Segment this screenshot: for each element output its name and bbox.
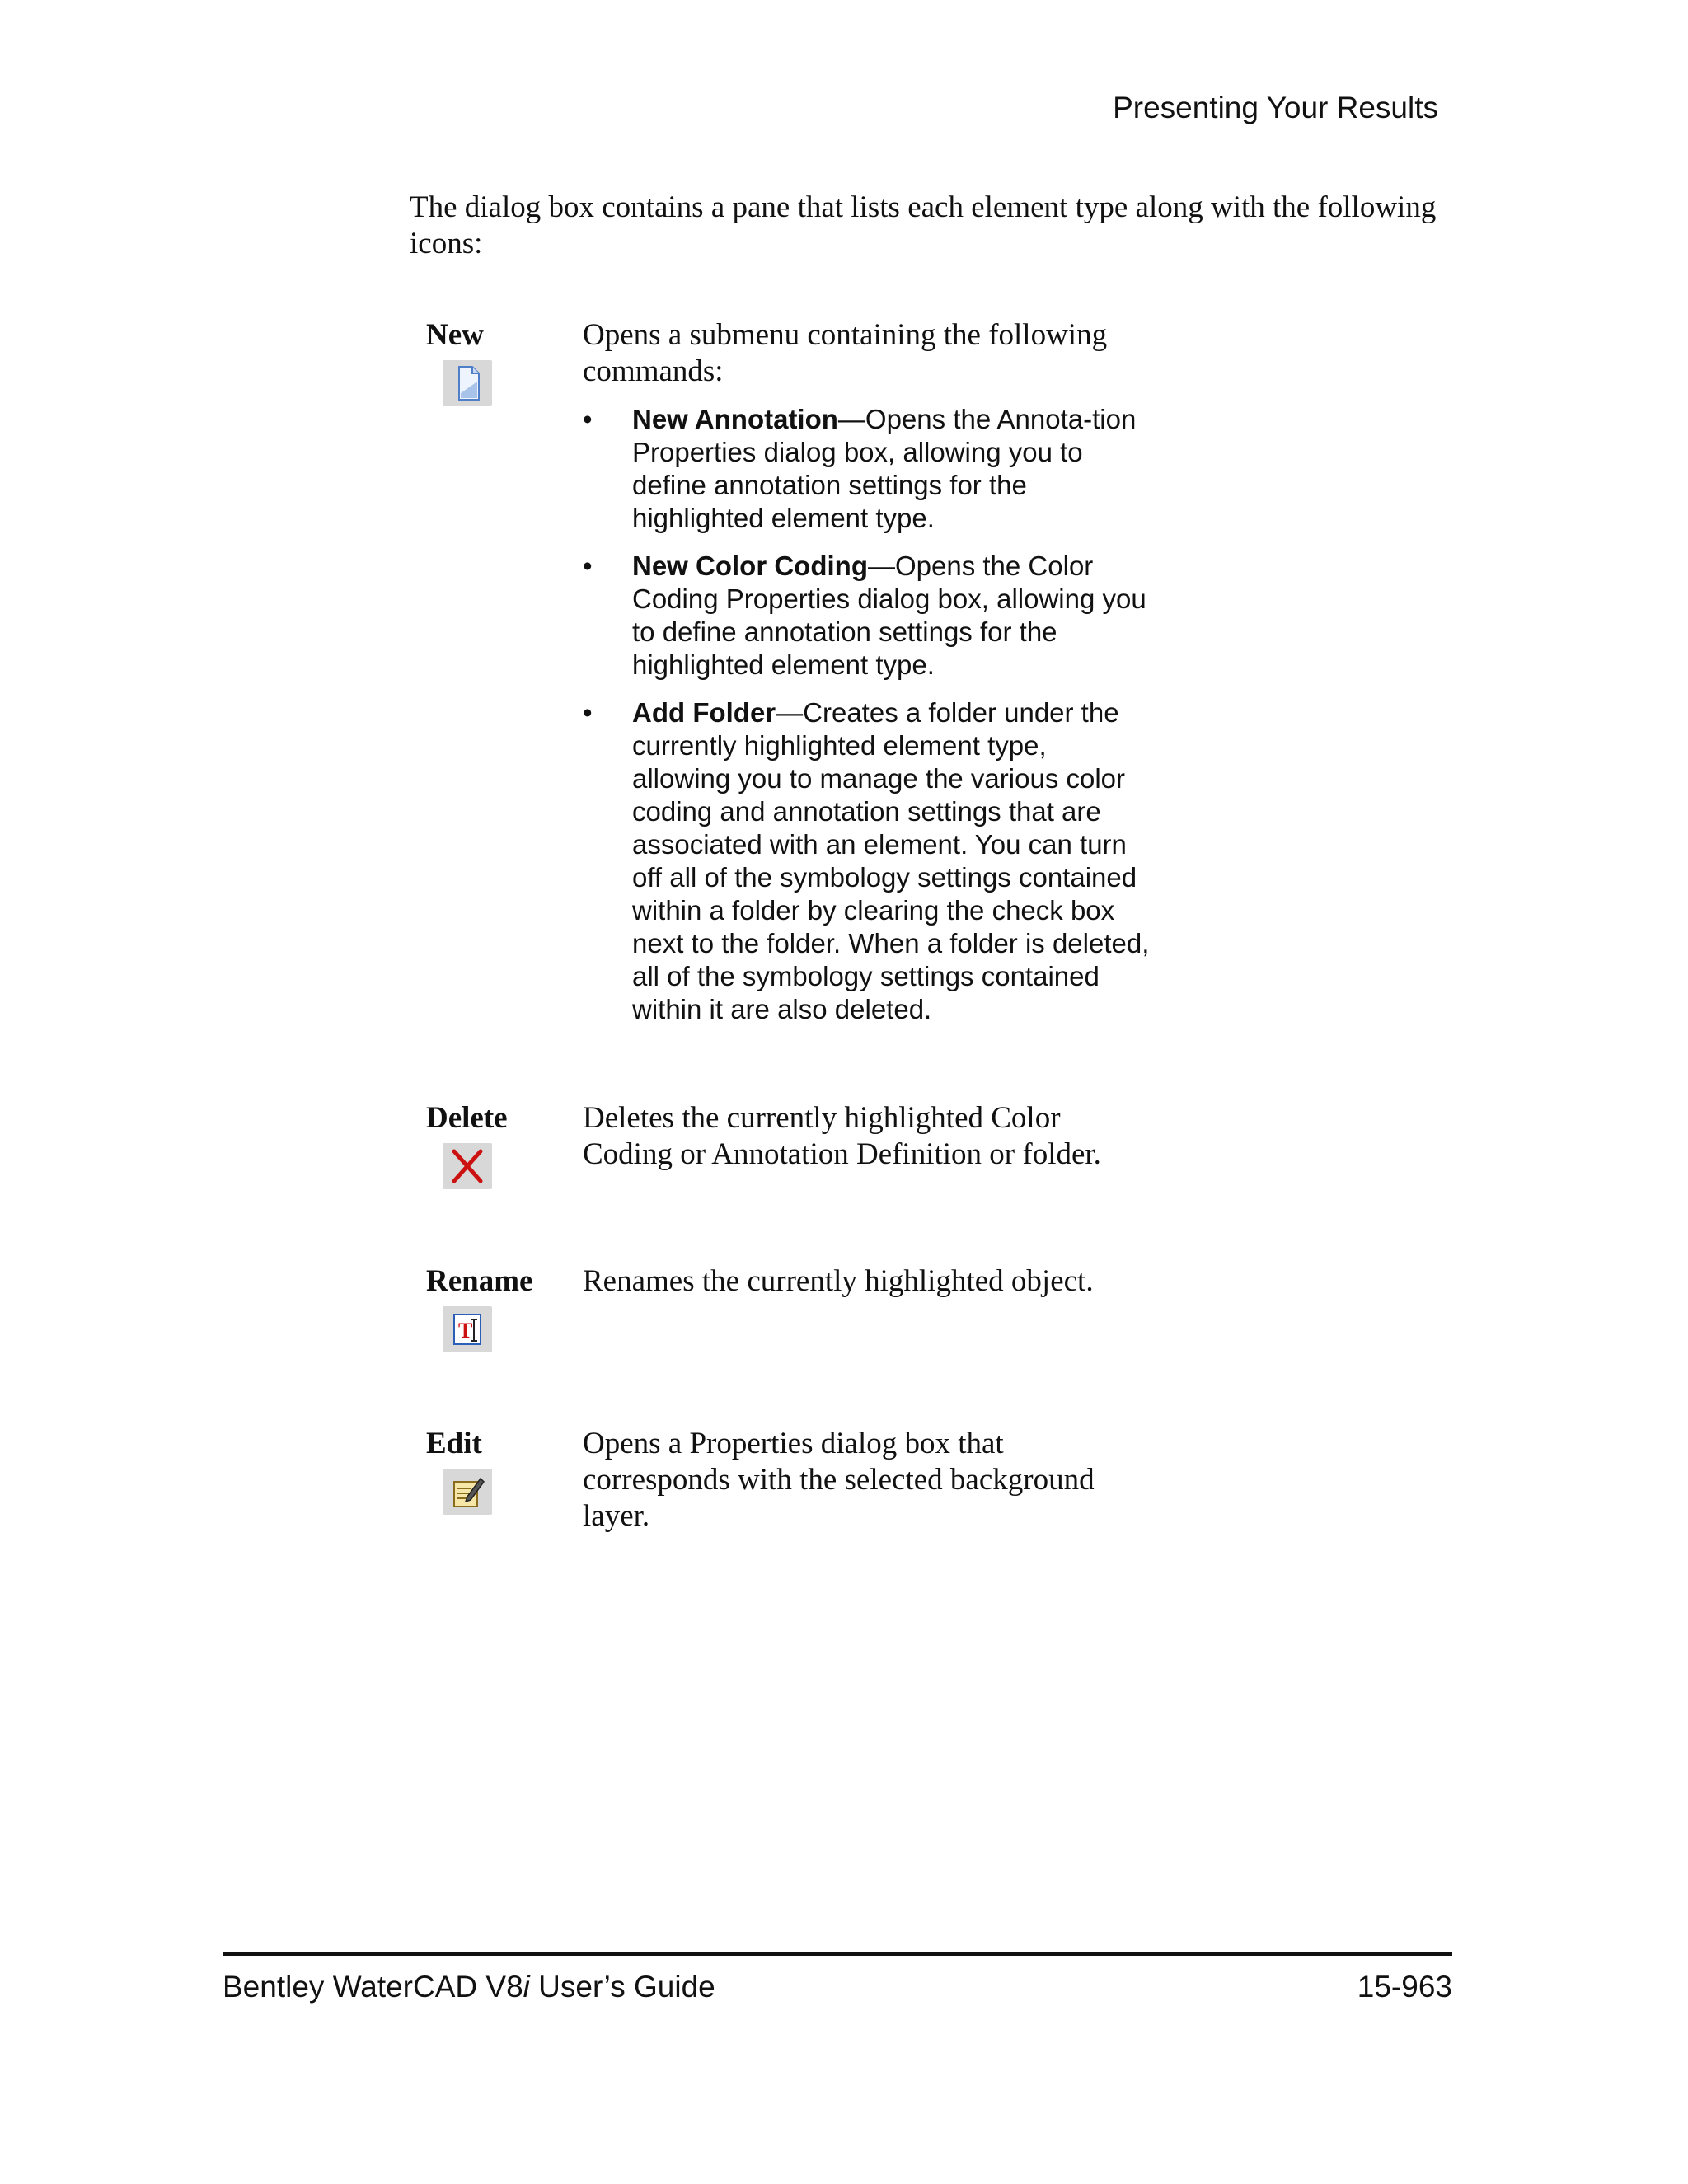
delete-x-icon [443, 1143, 492, 1189]
running-header: Presenting Your Results [1113, 91, 1438, 124]
new-document-icon [443, 360, 492, 406]
bullet-text: —Creates a folder under the currently highlighted element type, allowing you to manage the various color coding and annotation settings that are associated with an element. You can turn off all of the symbology settings contained within a folder by clearing the check box next to the folder. When a folder is deleted, all of the symbology settings contained within it are also deleted. [632, 697, 1150, 1024]
term-new: New [426, 318, 484, 352]
footer-title-prefix: Bentley WaterCAD V8 [223, 1970, 523, 2004]
new-submenu-list [583, 403, 1151, 1026]
description-edit: Opens a Properties dialog box that corresponds with the selected background layer. [583, 1427, 1095, 1533]
list-item [583, 403, 1151, 535]
description-rename: Renames the currently highlighted object. [583, 1264, 1094, 1298]
edit-properties-icon [443, 1469, 492, 1515]
list-item [583, 696, 1151, 1026]
bullet-term: New Color Coding [632, 551, 868, 581]
bullet-text: —Opens the Annota-tion Properties dialog box, allowing you to define annotation settings for the highlighted element type. [632, 404, 1137, 533]
term-rename: Rename [426, 1264, 533, 1298]
footer-title-italic: i [523, 1970, 530, 2004]
description-new [583, 317, 1151, 1041]
svg-text:T: T [458, 1319, 473, 1343]
bullet-text: —Opens the Color Coding Properties dialog box, allowing you to define annotation settings for the highlighted element type. [632, 551, 1146, 680]
footer-title-suffix: User’s Guide [529, 1970, 715, 2004]
description-delete: Deletes the currently highlighted Color Coding or Annotation Definition or folder. [583, 1101, 1101, 1171]
page-number: 15-963 [1357, 1970, 1452, 2004]
bullet-dot: • [583, 551, 593, 581]
term-edit: Edit [426, 1427, 482, 1460]
rename-text-icon [443, 1306, 492, 1352]
bullet-term: Add Folder [632, 697, 776, 728]
intro-paragraph: The dialog box contains a pane that lists each element type along with the following icons: [410, 190, 1437, 260]
description-new-text: Opens a submenu containing the following commands: [583, 318, 1108, 388]
footer-title [223, 1970, 715, 2004]
list-item [583, 550, 1151, 682]
bullet-dot: • [583, 404, 593, 434]
footer-rule [223, 1952, 1452, 1956]
bullet-dot: • [583, 697, 593, 728]
bullet-term: New Annotation [632, 404, 838, 434]
term-delete: Delete [426, 1101, 508, 1135]
